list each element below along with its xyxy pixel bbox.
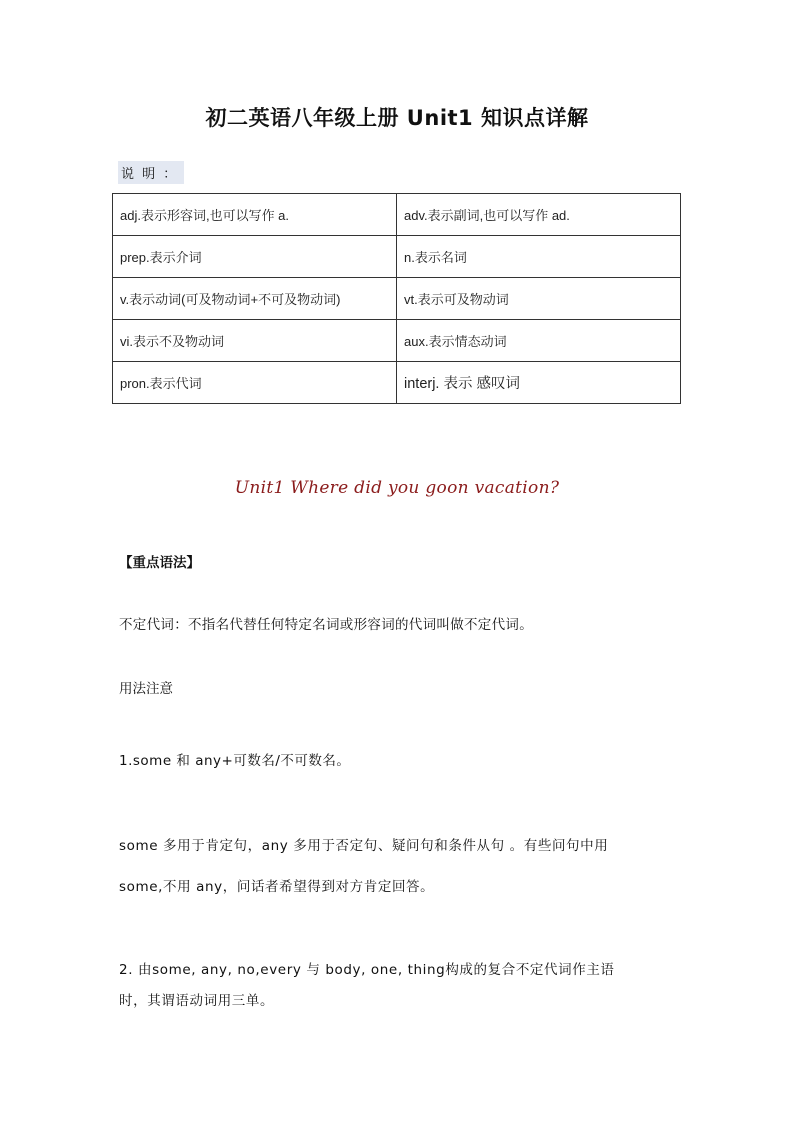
legend-cell-vi: vi.表示不及物动词 — [113, 320, 397, 362]
page-title: 初二英语八年级上册 Unit1 知识点详解 — [205, 106, 589, 130]
some-any-paragraph-line-2: some,不用 any，问话者希望得到对方肯定回答。 — [119, 879, 435, 895]
rule-2-line-2: 时，其谓语动词用三单。 — [119, 993, 275, 1009]
table-row — [113, 236, 681, 278]
table-row — [113, 194, 681, 236]
legend-cell-v: v.表示动词(可及物动词+不可及物动词) — [113, 278, 397, 320]
rule-1: 1.some 和 any+可数名/不可数名。 — [119, 753, 351, 769]
some-any-paragraph-line-1: some 多用于肯定句，any 多用于否定句、疑问句和条件从句 。有些问句中用 — [119, 838, 609, 854]
legend-cell-vt: vt.表示可及物动词 — [397, 278, 681, 320]
section-label: 【重点语法】 — [119, 555, 200, 571]
table-row — [113, 320, 681, 362]
definition-paragraph: 不定代词：不指名代替任何特定名词或形容词的代词叫做不定代词。 — [119, 617, 533, 633]
table-row — [113, 278, 681, 320]
legend-cell-prep: prep.表示介词 — [113, 236, 397, 278]
legend-cell-pron: pron.表示代词 — [113, 362, 397, 404]
rule-2-line-1: 2. 由some, any, no,every 与 body, one, thing构成的复合不定代词作主语 — [119, 962, 615, 978]
usage-notes-heading: 用法注意 — [119, 681, 173, 697]
legend-cell-aux: aux.表示情态动词 — [397, 320, 681, 362]
note-label: 说 明 ： — [118, 161, 184, 184]
legend-cell-adj: adj.表示形容词,也可以写作 a. — [113, 194, 397, 236]
legend-cell-adv: adv.表示副词,也可以写作 ad. — [397, 194, 681, 236]
legend-cell-interj: interj. 表示 感叹词 — [397, 362, 681, 404]
table-row — [113, 362, 681, 404]
unit-heading: Unit1 Where did you goon vacation? — [234, 478, 560, 498]
legend-cell-n: n.表示名词 — [397, 236, 681, 278]
abbreviation-legend-table — [112, 193, 681, 404]
